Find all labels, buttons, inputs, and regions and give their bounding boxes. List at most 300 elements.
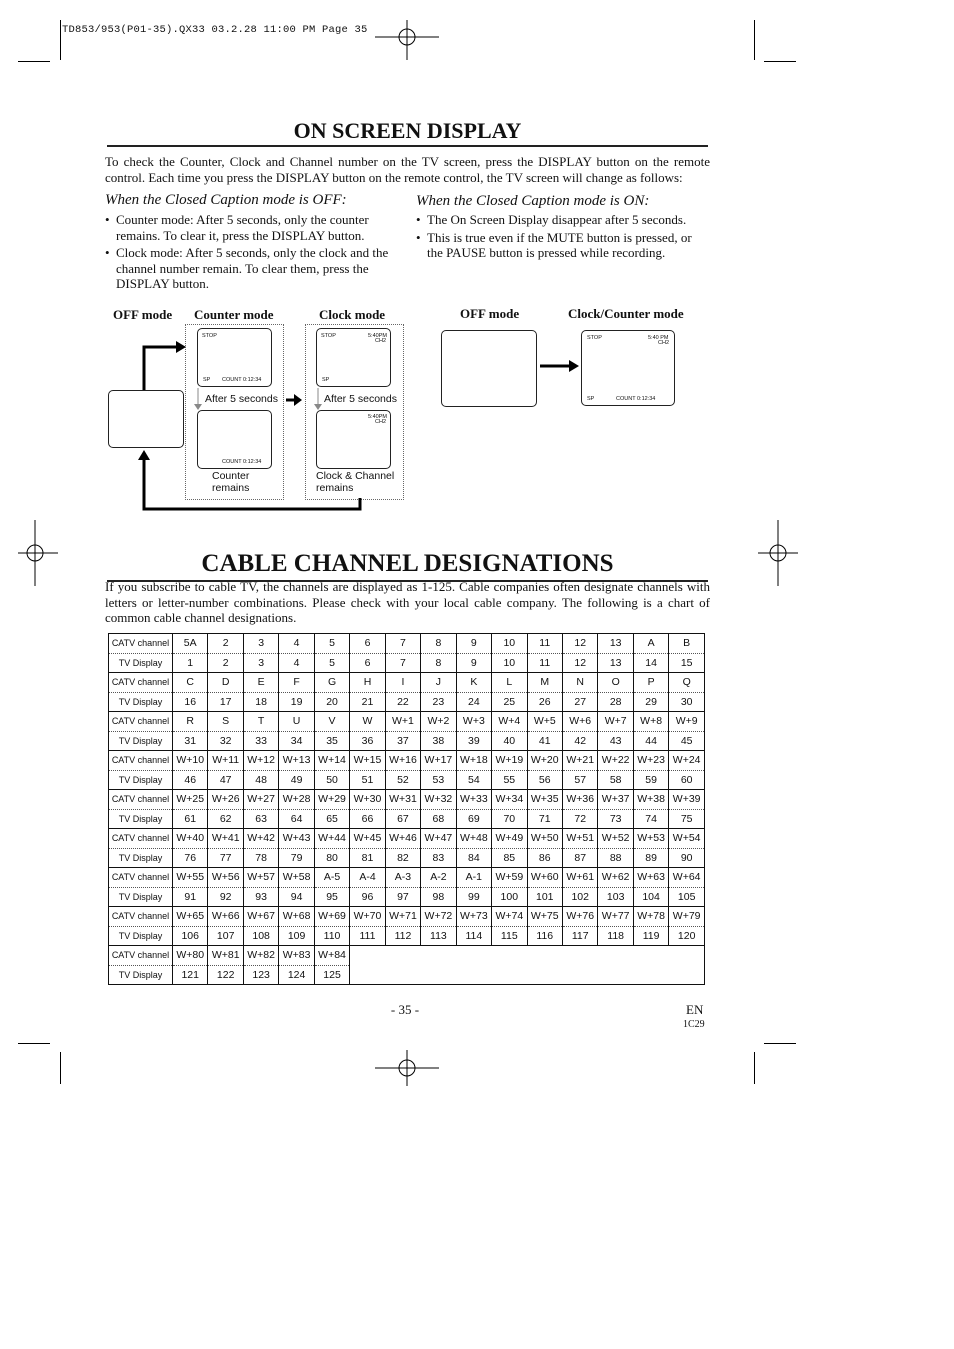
catv-channel-cell: K bbox=[456, 673, 491, 693]
tv-display-row bbox=[109, 848, 705, 868]
catv-channel-cell: W+12 bbox=[243, 751, 278, 771]
tv-display-cell: 64 bbox=[279, 809, 314, 829]
tv-display-cell: 29 bbox=[633, 692, 668, 712]
tv-display-cell: 117 bbox=[562, 926, 597, 946]
tv-display-cell: 94 bbox=[279, 887, 314, 907]
catv-channel-cell: W+73 bbox=[456, 907, 491, 927]
tv-display-cell: 15 bbox=[669, 653, 705, 673]
catv-channel-cell: W+62 bbox=[598, 868, 633, 888]
tv-display-cell: 4 bbox=[279, 653, 314, 673]
catv-channel-cell: W+17 bbox=[421, 751, 456, 771]
catv-channel-cell: W+27 bbox=[243, 790, 278, 810]
catv-channel-cell: P bbox=[633, 673, 668, 693]
catv-channel-cell: W+18 bbox=[456, 751, 491, 771]
tv-display-cell: 51 bbox=[350, 770, 385, 790]
screen-stop-text: STOP bbox=[587, 335, 602, 341]
tv-display-cell: 69 bbox=[456, 809, 491, 829]
language-code: EN bbox=[686, 1002, 704, 1017]
catv-channel-cell: W+25 bbox=[173, 790, 208, 810]
tv-display-cell: 66 bbox=[350, 809, 385, 829]
catv-channel-cell: W+9 bbox=[669, 712, 705, 732]
tv-display-cell: 79 bbox=[279, 848, 314, 868]
catv-channel-cell: 12 bbox=[562, 634, 597, 654]
catv-channel-cell: M bbox=[527, 673, 562, 693]
tv-display-cell: 44 bbox=[633, 731, 668, 751]
catv-channel-cell: W+32 bbox=[421, 790, 456, 810]
catv-channel-cell: W+51 bbox=[562, 829, 597, 849]
catv-channel-cell: I bbox=[385, 673, 420, 693]
catv-channel-cell: 7 bbox=[385, 634, 420, 654]
tv-display-cell: 10 bbox=[492, 653, 527, 673]
tv-display-cell: 17 bbox=[208, 692, 243, 712]
tv-display-cell: 102 bbox=[562, 887, 597, 907]
tv-display-cell: 50 bbox=[314, 770, 349, 790]
label-clock-counter-mode: Clock/Counter mode bbox=[568, 306, 684, 321]
empty-table-area bbox=[350, 946, 705, 985]
cc-on-heading: When the Closed Caption mode is ON: bbox=[416, 193, 650, 209]
catv-channel-cell: W+22 bbox=[598, 751, 633, 771]
catv-channel-cell: W+56 bbox=[208, 868, 243, 888]
screen-stop-text: STOP bbox=[202, 333, 217, 339]
tv-display-cell: 25 bbox=[492, 692, 527, 712]
tv-display-cell: 123 bbox=[243, 965, 278, 985]
tv-display-cell: 104 bbox=[633, 887, 668, 907]
cable-channel-table bbox=[108, 633, 705, 985]
tv-display-cell: 7 bbox=[385, 653, 420, 673]
tv-display-label: TV Display bbox=[109, 848, 173, 868]
cable-intro: If you subscribe to cable TV, the channels are displayed as 1-125. Cable companies often designate channels with letters or letter-number combinations. Please check with your local cable company. The following is a chart of common cable channel designations. bbox=[105, 579, 710, 625]
tv-display-cell: 28 bbox=[598, 692, 633, 712]
catv-channel-cell: W+55 bbox=[173, 868, 208, 888]
tv-display-cell: 18 bbox=[243, 692, 278, 712]
counter-remains-label: Counter remains bbox=[212, 470, 250, 494]
tv-display-cell: 112 bbox=[385, 926, 420, 946]
tv-display-cell: 108 bbox=[243, 926, 278, 946]
cc-on-bullet-mute: • This is true even if the MUTE button is pressed, or the PAUSE button is pressed while recording. bbox=[416, 230, 708, 261]
tv-display-cell: 34 bbox=[279, 731, 314, 751]
tv-display-cell: 60 bbox=[669, 770, 705, 790]
tv-display-label: TV Display bbox=[109, 731, 173, 751]
catv-channel-row bbox=[109, 634, 705, 654]
catv-channel-cell: W+10 bbox=[173, 751, 208, 771]
tv-display-cell: 41 bbox=[527, 731, 562, 751]
screen-channel-text: CH2 bbox=[658, 340, 670, 346]
tv-display-cell: 30 bbox=[669, 692, 705, 712]
catv-channel-label: CATV channel bbox=[109, 673, 173, 693]
tv-display-cell: 89 bbox=[633, 848, 668, 868]
tv-display-row bbox=[109, 809, 705, 829]
catv-channel-cell: 8 bbox=[421, 634, 456, 654]
catv-channel-cell: 11 bbox=[527, 634, 562, 654]
catv-channel-cell: 3 bbox=[243, 634, 278, 654]
cc-on-bullets bbox=[416, 212, 708, 263]
catv-channel-cell: W+42 bbox=[243, 829, 278, 849]
catv-channel-cell: W+37 bbox=[598, 790, 633, 810]
catv-channel-cell: W+72 bbox=[421, 907, 456, 927]
tv-display-cell: 78 bbox=[243, 848, 278, 868]
tv-display-cell: 124 bbox=[279, 965, 314, 985]
catv-channel-label: CATV channel bbox=[109, 751, 173, 771]
catv-channel-label: CATV channel bbox=[109, 712, 173, 732]
catv-channel-row bbox=[109, 829, 705, 849]
catv-channel-cell: W bbox=[350, 712, 385, 732]
after-5-seconds-label: After 5 seconds bbox=[324, 393, 397, 405]
registration-mark-right bbox=[758, 520, 798, 586]
catv-channel-label: CATV channel bbox=[109, 829, 173, 849]
catv-channel-cell: W+58 bbox=[279, 868, 314, 888]
catv-channel-cell: W+71 bbox=[385, 907, 420, 927]
catv-channel-cell: W+54 bbox=[669, 829, 705, 849]
catv-channel-cell: F bbox=[279, 673, 314, 693]
tv-display-cell: 84 bbox=[456, 848, 491, 868]
catv-channel-cell: W+39 bbox=[669, 790, 705, 810]
tv-display-cell: 20 bbox=[314, 692, 349, 712]
catv-channel-cell: G bbox=[314, 673, 349, 693]
arrow-clock-back-to-off bbox=[138, 450, 360, 509]
tv-display-cell: 74 bbox=[633, 809, 668, 829]
tv-display-cell: 80 bbox=[314, 848, 349, 868]
screen-count-text: COUNT 0:12:34 bbox=[616, 396, 656, 402]
catv-channel-cell: A-2 bbox=[421, 868, 456, 888]
tv-display-cell: 22 bbox=[385, 692, 420, 712]
catv-channel-cell: W+31 bbox=[385, 790, 420, 810]
tv-display-cell: 101 bbox=[527, 887, 562, 907]
tv-display-cell: 24 bbox=[456, 692, 491, 712]
arrow-down-clock bbox=[314, 388, 322, 410]
catv-channel-cell: A-1 bbox=[456, 868, 491, 888]
tv-display-cell: 77 bbox=[208, 848, 243, 868]
tv-display-cell: 105 bbox=[669, 887, 705, 907]
tv-display-cell: 47 bbox=[208, 770, 243, 790]
catv-channel-label: CATV channel bbox=[109, 634, 173, 654]
cc-off-heading: When the Closed Caption mode is OFF: bbox=[105, 192, 347, 208]
catv-channel-cell: W+21 bbox=[562, 751, 597, 771]
tv-display-cell: 99 bbox=[456, 887, 491, 907]
tv-display-row bbox=[109, 887, 705, 907]
catv-channel-row bbox=[109, 790, 705, 810]
catv-channel-cell: W+57 bbox=[243, 868, 278, 888]
catv-channel-cell: W+79 bbox=[669, 907, 705, 927]
tv-display-cell: 122 bbox=[208, 965, 243, 985]
tv-display-cell: 36 bbox=[350, 731, 385, 751]
catv-channel-cell: W+75 bbox=[527, 907, 562, 927]
tv-display-cell: 106 bbox=[173, 926, 208, 946]
catv-channel-cell: W+50 bbox=[527, 829, 562, 849]
catv-channel-cell: W+30 bbox=[350, 790, 385, 810]
tv-display-cell: 43 bbox=[598, 731, 633, 751]
catv-channel-cell: W+16 bbox=[385, 751, 420, 771]
tv-display-cell: 98 bbox=[421, 887, 456, 907]
tv-display-cell: 103 bbox=[598, 887, 633, 907]
catv-channel-cell: W+6 bbox=[562, 712, 597, 732]
catv-channel-cell: D bbox=[208, 673, 243, 693]
catv-channel-cell: W+11 bbox=[208, 751, 243, 771]
catv-channel-cell: W+7 bbox=[598, 712, 633, 732]
tv-display-cell: 97 bbox=[385, 887, 420, 907]
tv-display-cell: 86 bbox=[527, 848, 562, 868]
flow-arrows bbox=[100, 320, 410, 515]
catv-channel-cell: A-5 bbox=[314, 868, 349, 888]
tv-display-cell: 45 bbox=[669, 731, 705, 751]
tv-display-cell: 73 bbox=[598, 809, 633, 829]
catv-channel-row bbox=[109, 712, 705, 732]
tv-display-label: TV Display bbox=[109, 887, 173, 907]
osd-intro: To check the Counter, Clock and Channel number on the TV screen, press the DISPLAY button on the remote control. Each time you press the DISPLAY button on the remote control, the TV screen will change as follows: bbox=[105, 154, 710, 185]
catv-channel-cell: E bbox=[243, 673, 278, 693]
tv-display-cell: 120 bbox=[669, 926, 705, 946]
tv-display-cell: 96 bbox=[350, 887, 385, 907]
tv-display-cell: 33 bbox=[243, 731, 278, 751]
tv-display-cell: 2 bbox=[208, 653, 243, 673]
catv-channel-cell: C bbox=[173, 673, 208, 693]
tv-display-cell: 119 bbox=[633, 926, 668, 946]
registration-mark-bottom bbox=[375, 1050, 439, 1086]
catv-channel-cell: W+41 bbox=[208, 829, 243, 849]
tv-display-cell: 87 bbox=[562, 848, 597, 868]
tv-display-cell: 55 bbox=[492, 770, 527, 790]
tv-display-cell: 5 bbox=[314, 653, 349, 673]
catv-channel-cell: W+63 bbox=[633, 868, 668, 888]
tv-display-cell: 118 bbox=[598, 926, 633, 946]
tv-display-cell: 62 bbox=[208, 809, 243, 829]
screen-channel-text: CH2 bbox=[375, 338, 387, 344]
catv-channel-cell: W+70 bbox=[350, 907, 385, 927]
catv-channel-cell: W+52 bbox=[598, 829, 633, 849]
catv-channel-cell: W+35 bbox=[527, 790, 562, 810]
registration-mark-top bbox=[375, 20, 439, 60]
catv-channel-cell: W+67 bbox=[243, 907, 278, 927]
tv-display-cell: 1 bbox=[173, 653, 208, 673]
tv-display-cell: 42 bbox=[562, 731, 597, 751]
tv-display-cell: 49 bbox=[279, 770, 314, 790]
tv-display-cell: 6 bbox=[350, 653, 385, 673]
catv-channel-cell: W+29 bbox=[314, 790, 349, 810]
tv-display-cell: 113 bbox=[421, 926, 456, 946]
tv-display-cell: 115 bbox=[492, 926, 527, 946]
tv-display-cell: 48 bbox=[243, 770, 278, 790]
tv-display-cell: 88 bbox=[598, 848, 633, 868]
catv-channel-label: CATV channel bbox=[109, 946, 173, 966]
catv-channel-cell: W+46 bbox=[385, 829, 420, 849]
tv-display-cell: 92 bbox=[208, 887, 243, 907]
cc-off-bullets bbox=[105, 212, 390, 294]
print-slug: TD853/953(P01-35).QX33 03.2.28 11:00 PM Page 35 bbox=[62, 24, 368, 36]
screen-stop-text: STOP bbox=[321, 333, 336, 339]
tv-display-cell: 67 bbox=[385, 809, 420, 829]
catv-channel-cell: W+44 bbox=[314, 829, 349, 849]
tv-display-label: TV Display bbox=[109, 653, 173, 673]
tv-display-cell: 70 bbox=[492, 809, 527, 829]
catv-channel-cell: W+2 bbox=[421, 712, 456, 732]
catv-channel-cell: 9 bbox=[456, 634, 491, 654]
catv-channel-cell: W+4 bbox=[492, 712, 527, 732]
document-code: 1C29 bbox=[683, 1019, 705, 1030]
catv-channel-cell: W+43 bbox=[279, 829, 314, 849]
clock-remains-label: Clock & Channel remains bbox=[316, 470, 395, 494]
tv-display-label: TV Display bbox=[109, 965, 173, 985]
screen-clock-text: 5:40PM bbox=[368, 333, 387, 339]
catv-channel-cell: 5 bbox=[314, 634, 349, 654]
tv-display-cell: 95 bbox=[314, 887, 349, 907]
tv-display-cell: 14 bbox=[633, 653, 668, 673]
tv-display-cell: 53 bbox=[421, 770, 456, 790]
catv-channel-cell: 13 bbox=[598, 634, 633, 654]
catv-channel-cell: H bbox=[350, 673, 385, 693]
screen-sp-text: SP bbox=[322, 377, 330, 383]
catv-channel-cell: W+77 bbox=[598, 907, 633, 927]
label-clock-mode: Clock mode bbox=[319, 307, 386, 322]
tv-display-row bbox=[109, 731, 705, 751]
catv-channel-cell: Q bbox=[669, 673, 705, 693]
catv-channel-cell: T bbox=[243, 712, 278, 732]
tv-display-cell: 3 bbox=[243, 653, 278, 673]
tv-display-row bbox=[109, 926, 705, 946]
catv-channel-cell: W+36 bbox=[562, 790, 597, 810]
cc-off-bullet-counter: • Counter mode: After 5 seconds, only the counter remains. To clear it, press the DISPLAY button. bbox=[105, 212, 390, 243]
tv-display-cell: 72 bbox=[562, 809, 597, 829]
catv-channel-cell: W+20 bbox=[527, 751, 562, 771]
catv-channel-cell: O bbox=[598, 673, 633, 693]
catv-channel-cell: W+74 bbox=[492, 907, 527, 927]
tv-display-cell: 81 bbox=[350, 848, 385, 868]
catv-channel-cell: U bbox=[279, 712, 314, 732]
after-5-seconds-label: After 5 seconds bbox=[205, 393, 278, 405]
tv-display-cell: 85 bbox=[492, 848, 527, 868]
tv-display-cell: 83 bbox=[421, 848, 456, 868]
tv-display-cell: 8 bbox=[421, 653, 456, 673]
catv-channel-cell: W+61 bbox=[562, 868, 597, 888]
tv-display-cell: 75 bbox=[669, 809, 705, 829]
tv-display-cell: 12 bbox=[562, 653, 597, 673]
catv-channel-cell: A-3 bbox=[385, 868, 420, 888]
catv-channel-cell: W+5 bbox=[527, 712, 562, 732]
screen-channel-text: CH2 bbox=[375, 419, 387, 425]
tv-display-label: TV Display bbox=[109, 809, 173, 829]
screen-sp-text: SP bbox=[203, 377, 211, 383]
catv-channel-cell: N bbox=[562, 673, 597, 693]
catv-channel-cell: 6 bbox=[350, 634, 385, 654]
catv-channel-label: CATV channel bbox=[109, 907, 173, 927]
tv-display-cell: 65 bbox=[314, 809, 349, 829]
catv-channel-cell: B bbox=[669, 634, 705, 654]
tv-display-cell: 110 bbox=[314, 926, 349, 946]
tv-display-cell: 19 bbox=[279, 692, 314, 712]
tv-display-cell: 27 bbox=[562, 692, 597, 712]
catv-channel-cell: W+8 bbox=[633, 712, 668, 732]
tv-display-row bbox=[109, 692, 705, 712]
catv-channel-row bbox=[109, 751, 705, 771]
tv-display-label: TV Display bbox=[109, 770, 173, 790]
tv-display-cell: 57 bbox=[562, 770, 597, 790]
tv-display-cell: 59 bbox=[633, 770, 668, 790]
catv-channel-cell: W+82 bbox=[243, 946, 278, 966]
catv-channel-cell: A bbox=[633, 634, 668, 654]
catv-channel-cell: W+81 bbox=[208, 946, 243, 966]
catv-channel-cell: W+64 bbox=[669, 868, 705, 888]
catv-channel-label: CATV channel bbox=[109, 868, 173, 888]
catv-channel-cell: 5A bbox=[173, 634, 208, 654]
tv-display-cell: 13 bbox=[598, 653, 633, 673]
label-off-mode: OFF mode bbox=[113, 307, 173, 322]
tv-display-cell: 125 bbox=[314, 965, 349, 985]
tv-display-cell: 38 bbox=[421, 731, 456, 751]
catv-channel-cell: W+19 bbox=[492, 751, 527, 771]
catv-channel-cell: W+13 bbox=[279, 751, 314, 771]
arrow-counter-to-clock bbox=[286, 394, 302, 406]
tv-display-cell: 61 bbox=[173, 809, 208, 829]
label-off-mode-cc-on: OFF mode bbox=[460, 306, 520, 321]
tv-screen-off-cc-on bbox=[441, 330, 537, 407]
catv-channel-cell: W+66 bbox=[208, 907, 243, 927]
tv-display-cell: 121 bbox=[173, 965, 208, 985]
cc-on-bullet-disappear: • The On Screen Display disappear after 5 seconds. bbox=[416, 212, 708, 228]
catv-channel-cell: W+78 bbox=[633, 907, 668, 927]
tv-screen-clock-counter bbox=[581, 330, 675, 406]
osd-title: ON SCREEN DISPLAY bbox=[107, 119, 708, 147]
catv-channel-cell: W+26 bbox=[208, 790, 243, 810]
tv-display-cell: 109 bbox=[279, 926, 314, 946]
catv-channel-cell: V bbox=[314, 712, 349, 732]
tv-display-cell: 63 bbox=[243, 809, 278, 829]
tv-display-cell: 31 bbox=[173, 731, 208, 751]
catv-channel-cell: W+40 bbox=[173, 829, 208, 849]
screen-count-text: COUNT 0:12:34 bbox=[222, 377, 262, 383]
catv-channel-cell: W+14 bbox=[314, 751, 349, 771]
catv-channel-cell: S bbox=[208, 712, 243, 732]
screen-sp-text: SP bbox=[587, 396, 595, 402]
cc-off-bullet-clock: • Clock mode: After 5 seconds, only the clock and the channel number remain. To clear them, press the DISPLAY button. bbox=[105, 245, 390, 292]
catv-channel-row bbox=[109, 946, 705, 966]
catv-channel-cell: W+45 bbox=[350, 829, 385, 849]
tv-display-cell: 82 bbox=[385, 848, 420, 868]
catv-channel-cell: W+83 bbox=[279, 946, 314, 966]
tv-display-cell: 100 bbox=[492, 887, 527, 907]
arrow-down-counter bbox=[194, 388, 202, 410]
tv-display-cell: 116 bbox=[527, 926, 562, 946]
catv-channel-cell: L bbox=[492, 673, 527, 693]
tv-display-cell: 21 bbox=[350, 692, 385, 712]
catv-channel-cell: R bbox=[173, 712, 208, 732]
catv-channel-cell: W+76 bbox=[562, 907, 597, 927]
tv-display-cell: 32 bbox=[208, 731, 243, 751]
tv-display-cell: 111 bbox=[350, 926, 385, 946]
tv-display-cell: 68 bbox=[421, 809, 456, 829]
tv-display-cell: 23 bbox=[421, 692, 456, 712]
catv-channel-row bbox=[109, 868, 705, 888]
catv-channel-cell: W+24 bbox=[669, 751, 705, 771]
tv-display-cell: 11 bbox=[527, 653, 562, 673]
catv-channel-cell: W+34 bbox=[492, 790, 527, 810]
tv-display-cell: 52 bbox=[385, 770, 420, 790]
cable-title: CABLE CHANNEL DESIGNATIONS bbox=[107, 550, 708, 582]
tv-display-cell: 16 bbox=[173, 692, 208, 712]
tv-display-cell: 71 bbox=[527, 809, 562, 829]
catv-channel-cell: A-4 bbox=[350, 868, 385, 888]
tv-display-cell: 26 bbox=[527, 692, 562, 712]
catv-channel-cell: W+1 bbox=[385, 712, 420, 732]
catv-channel-cell: 2 bbox=[208, 634, 243, 654]
catv-channel-cell: W+65 bbox=[173, 907, 208, 927]
registration-mark-left bbox=[18, 520, 58, 586]
catv-channel-cell: W+69 bbox=[314, 907, 349, 927]
catv-channel-row bbox=[109, 673, 705, 693]
tv-display-label: TV Display bbox=[109, 926, 173, 946]
screen-count-text: COUNT 0:12:34 bbox=[222, 459, 262, 465]
catv-channel-row bbox=[109, 907, 705, 927]
catv-channel-cell: 4 bbox=[279, 634, 314, 654]
tv-display-row bbox=[109, 770, 705, 790]
label-counter-mode: Counter mode bbox=[194, 307, 274, 322]
